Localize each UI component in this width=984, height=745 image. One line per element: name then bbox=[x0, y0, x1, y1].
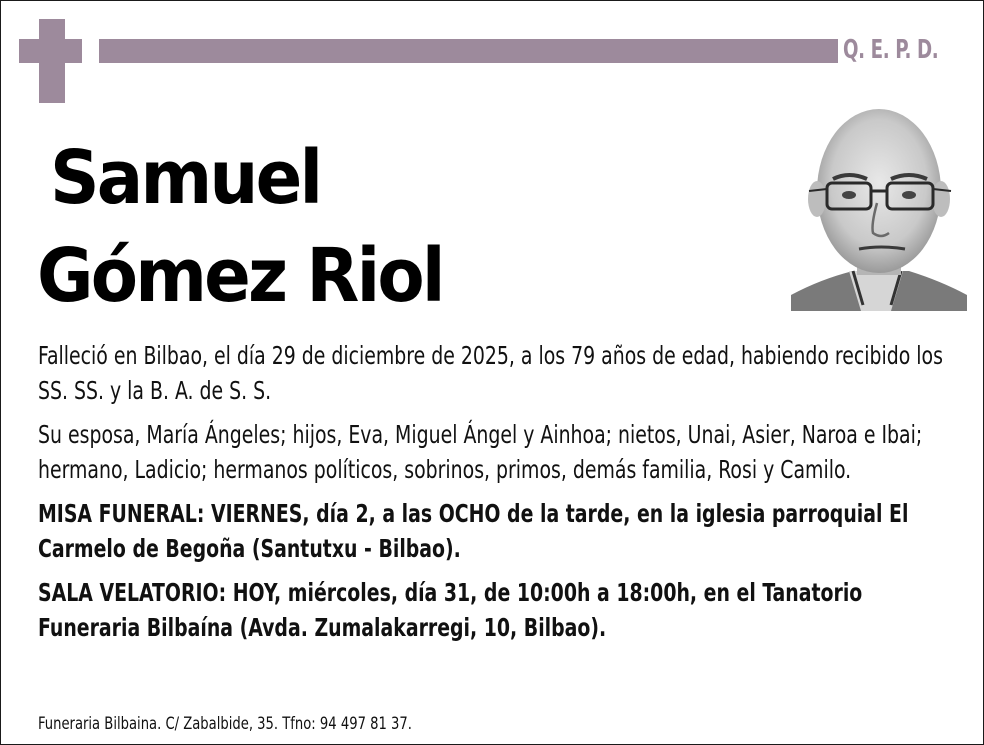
header-bar bbox=[99, 39, 838, 63]
wake-room-paragraph: SALA VELATORIO: HOY, miércoles, día 31, de 10:00h a 18:00h, en el Tanatorio Funeraria Bilbaína (Avda. Zumalakarregi, 10, Bilbao). bbox=[38, 578, 863, 642]
portrait-image bbox=[791, 99, 967, 311]
qepd-label: Q. E. P. D. bbox=[843, 35, 939, 65]
first-name: Samuel bbox=[50, 135, 321, 221]
portrait-photo bbox=[791, 99, 967, 311]
death-notice-paragraph: Falleció en Bilbao, el día 29 de diciembre de 2025, a los 79 años de edad, habiendo recibido los SS. SS. y la B. A. de S. S. bbox=[38, 341, 943, 405]
funeral-mass-paragraph: MISA FUNERAL: VIERNES, día 2, a las OCHO de la tarde, en la iglesia parroquial El Carmelo de Begoña (Santutxu - Bilbao). bbox=[38, 499, 909, 563]
surname: Gómez Riol bbox=[37, 233, 443, 319]
obituary-body bbox=[38, 338, 954, 654]
deceased-name bbox=[37, 129, 443, 325]
cross-icon-arm bbox=[19, 39, 82, 63]
family-paragraph: Su esposa, María Ángeles; hijos, Eva, Miguel Ángel y Ainhoa; nietos, Unai, Asier, Naroa e Ibai; hermano, Ladicio; hermanos políticos, sobrinos, primos, demás familia, Rosi y Camilo. bbox=[38, 420, 923, 484]
funeral-home-footer: Funeraria Bilbaina. C/ Zabalbide, 35. Tfno: 94 497 81 37. bbox=[38, 714, 412, 734]
